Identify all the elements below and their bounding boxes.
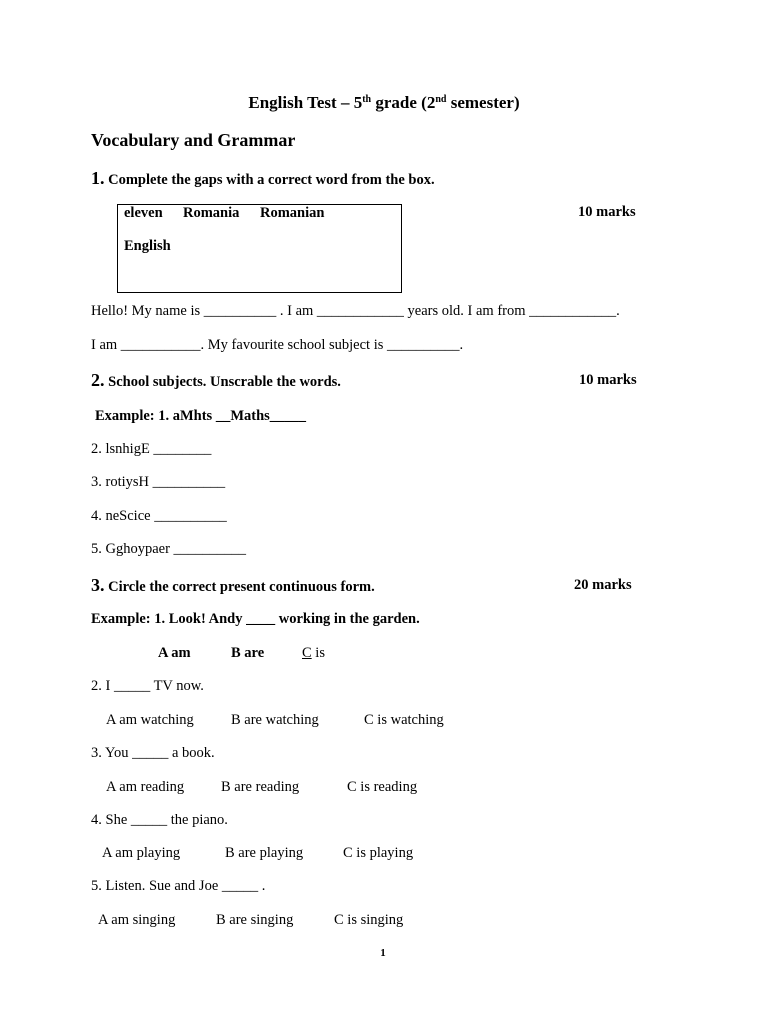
unscramble-item: 5. Gghoypaer __________ [91,541,247,557]
exercise-number: 1. [91,168,105,188]
question-option: B are reading [221,779,300,795]
title-part: semester) [446,93,520,112]
title-part: grade (2 [371,93,436,112]
exercise-2-example: Example: 1. aMhts __Maths_____ [95,408,307,424]
question-option: B are playing [225,845,304,861]
question-sentence: 2. I _____ TV now. [91,678,204,694]
option-text: am [171,645,191,661]
question-option: B are singing [216,912,294,928]
exercise-instruction: School subjects. Unscrable the words. [108,374,341,390]
word-box-word: English [124,238,171,254]
question-option: C is reading [347,779,418,795]
word-box-word: eleven [124,205,163,221]
unscramble-item: 3. rotiysH __________ [91,474,226,490]
exercise-3-example: Example: 1. Look! Andy ____ working in the garden. [91,611,420,627]
word-box-word: Romanian [260,205,325,221]
question-sentence: 3. You _____ a book. [91,745,215,761]
title-superscript: th [362,94,372,105]
exercise-instruction: Circle the correct present continuous form. [108,579,375,595]
question-sentence: 5. Listen. Sue and Joe _____ . [91,878,266,894]
exercise-number: 2. [91,370,105,390]
option-text: is [315,645,325,661]
option-text: are [244,645,265,661]
title-superscript: nd [435,94,447,105]
unscramble-item: 4. neScice __________ [91,508,227,524]
question-option: A am singing [98,912,176,928]
option-letter: B [231,645,241,661]
word-box-word: Romania [183,205,240,221]
exercise-1-marks: 10 marks [578,204,636,220]
section-heading: Vocabulary and Grammar [91,130,296,150]
question-option: C is playing [343,845,414,861]
option-letter-underlined: C [302,645,312,661]
page-number: 1 [380,947,386,959]
question-sentence: 4. She _____ the piano. [91,812,228,828]
exercise-1-header [91,168,435,190]
test-title [0,93,768,113]
question-option: A am playing [102,845,181,861]
option-letter: A [158,645,168,661]
exercise-2-header [91,370,341,392]
example-option-c [302,644,325,662]
example-option-b [231,644,264,662]
question-option: C is singing [334,912,404,928]
question-option: A am watching [106,712,194,728]
question-option: B are watching [231,712,319,728]
exercise-3-header [91,575,375,597]
gap-fill-line: I am ___________. My favourite school subject is __________. [91,337,464,353]
exercise-2-marks: 10 marks [579,372,637,388]
question-option: A am reading [106,779,185,795]
exercise-3-marks: 20 marks [574,577,632,593]
example-option-a [158,644,191,662]
gap-fill-line: Hello! My name is __________ . I am ____________ years old. I am from ____________. [91,303,620,319]
unscramble-item: 2. lsnhigE ________ [91,441,212,457]
question-option: C is watching [364,712,444,728]
exercise-number: 3. [91,575,105,595]
exercise-instruction: Complete the gaps with a correct word from the box. [108,172,435,188]
title-part: English Test – 5 [248,93,363,112]
